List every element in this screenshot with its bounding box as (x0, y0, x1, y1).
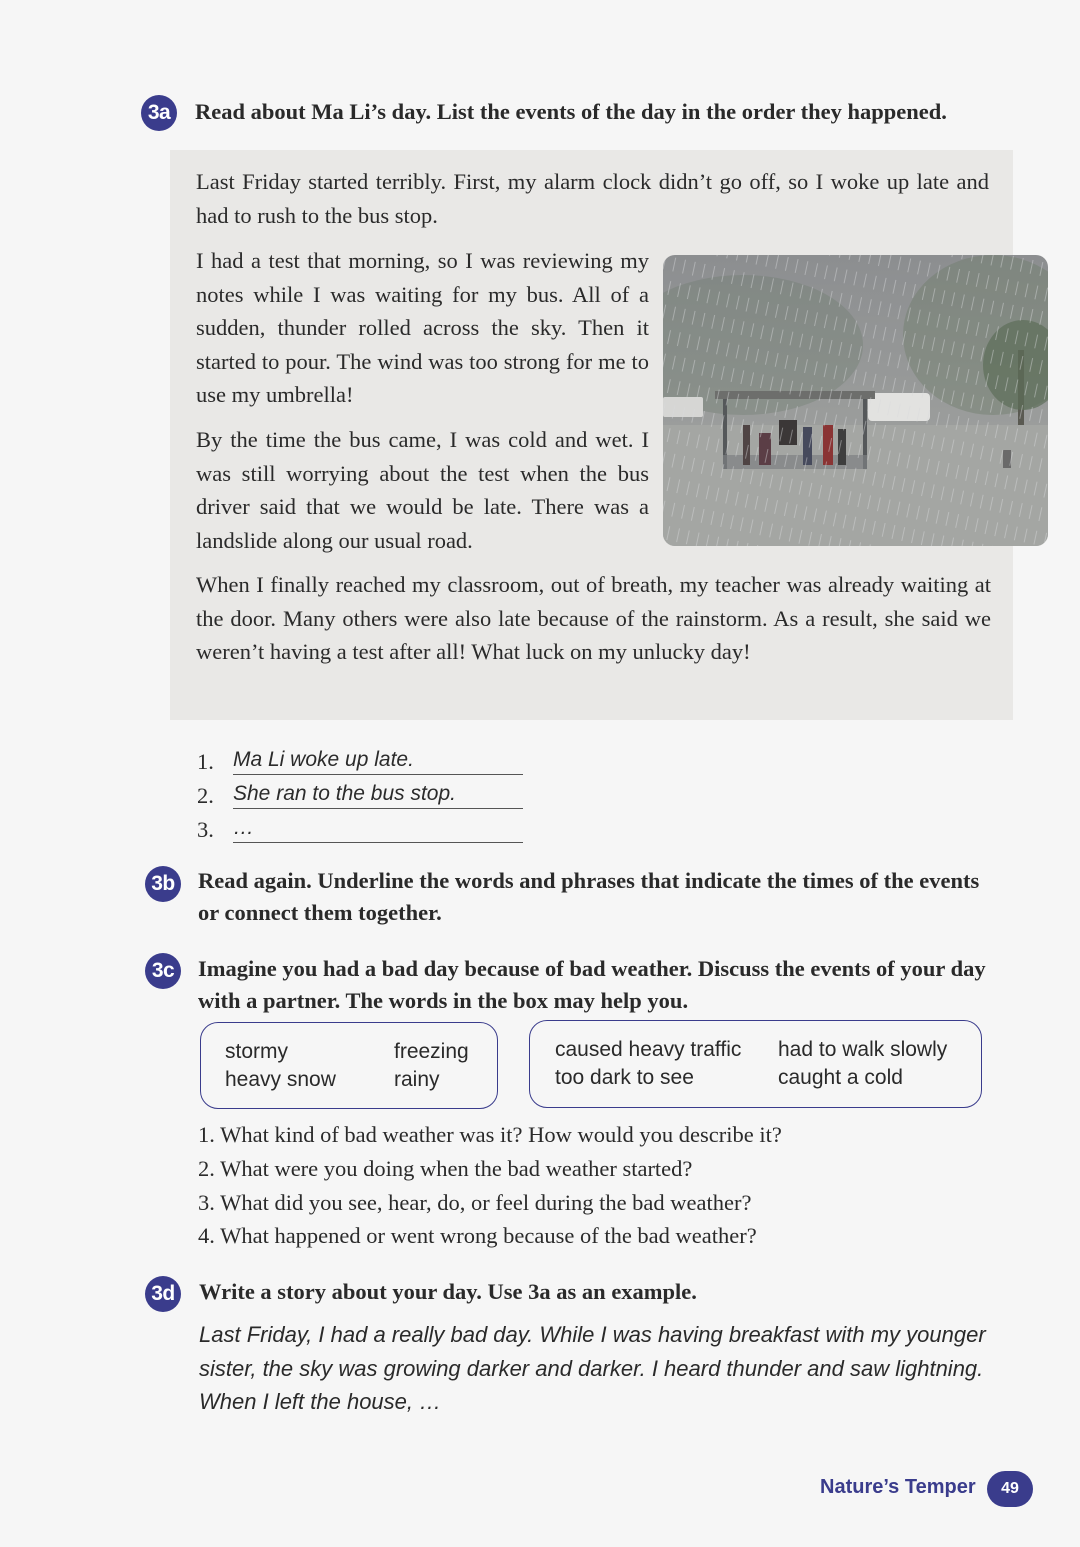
discussion-question-3: 3. What did you see, hear, do, or feel during the bad weather? (198, 1190, 752, 1215)
passage-paragraph-1: Last Friday started terribly. First, my alarm clock didn’t go off, so I woke up late and had to rush to the bus stop. (196, 169, 989, 228)
word-caused-heavy-traffic: caused heavy traffic (555, 1038, 742, 1061)
word-freezing: freezing (394, 1040, 469, 1063)
section-3d-heading: Write a story about your day. Use 3a as an example. (199, 1279, 697, 1304)
discussion-question-4: 4. What happened or went wrong because of the bad weather? (198, 1223, 757, 1248)
word-rainy: rainy (394, 1068, 440, 1091)
section-3d-badge: 3d (145, 1276, 181, 1312)
answer-1 (197, 743, 523, 775)
word-box-weather (200, 1022, 498, 1109)
section-3b-heading: Read again. Underline the words and phrases that indicate the times of the events or connect them together. (198, 868, 980, 925)
answer-2-number: 2. (197, 783, 214, 808)
answer-2-text: She ran to the bus stop. (233, 782, 523, 809)
word-too-dark-to-see: too dark to see (555, 1066, 694, 1089)
page-number: 49 (987, 1471, 1033, 1507)
word-stormy: stormy (225, 1040, 288, 1063)
section-3a-badge: 3a (141, 95, 177, 131)
word-caught-a-cold: caught a cold (778, 1066, 903, 1089)
section-3a-heading: Read about Ma Li’s day. List the events of the day in the order they happened. (195, 99, 947, 124)
section-3c-badge: 3c (145, 953, 181, 989)
discussion-question-2: 2. What were you doing when the bad weather started? (198, 1156, 693, 1181)
example-story: Last Friday, I had a really bad day. While I was having breakfast with my younger sister, the sky was growing darker and darker. I heard thunder and saw lightning. When I left the house, … (199, 1322, 986, 1414)
word-box-effects (529, 1020, 982, 1108)
answer-1-number: 1. (197, 749, 214, 774)
answer-3-number: 3. (197, 817, 214, 842)
answer-1-text: Ma Li woke up late. (233, 748, 523, 775)
word-heavy-snow: heavy snow (225, 1068, 336, 1091)
section-3c-heading: Imagine you had a bad day because of bad weather. Discuss the events of your day with a partner. The words in the box may help you. (198, 956, 986, 1013)
word-had-to-walk-slowly: had to walk slowly (778, 1038, 948, 1061)
answer-3 (197, 811, 523, 843)
passage-paragraph-4: When I finally reached my classroom, out of breath, my teacher was already waiting at the door. Many others were also late because of the rainstorm. As a result, she said we weren’t having a test after all! What luck on my unlucky day! (196, 572, 991, 664)
discussion-question-1: 1. What kind of bad weather was it? How would you describe it? (198, 1122, 782, 1147)
passage-paragraph-2: I had a test that morning, so I was reviewing my notes while I was waiting for my bus. All of a sudden, thunder rolled across the sky. Then it started to pour. The wind was too strong for me to use my umbrella! (196, 248, 649, 407)
passage-paragraph-3: By the time the bus came, I was cold and wet. I was still worrying about the test when the bus driver said that we would be late. There was a landslide along our usual road. (196, 427, 649, 553)
answer-3-text: … (233, 816, 523, 843)
section-3b-badge: 3b (145, 866, 181, 902)
rainstorm-bus-stop-photo (663, 255, 1048, 546)
answer-2 (197, 777, 523, 809)
chapter-title: Nature’s Temper (820, 1476, 976, 1498)
